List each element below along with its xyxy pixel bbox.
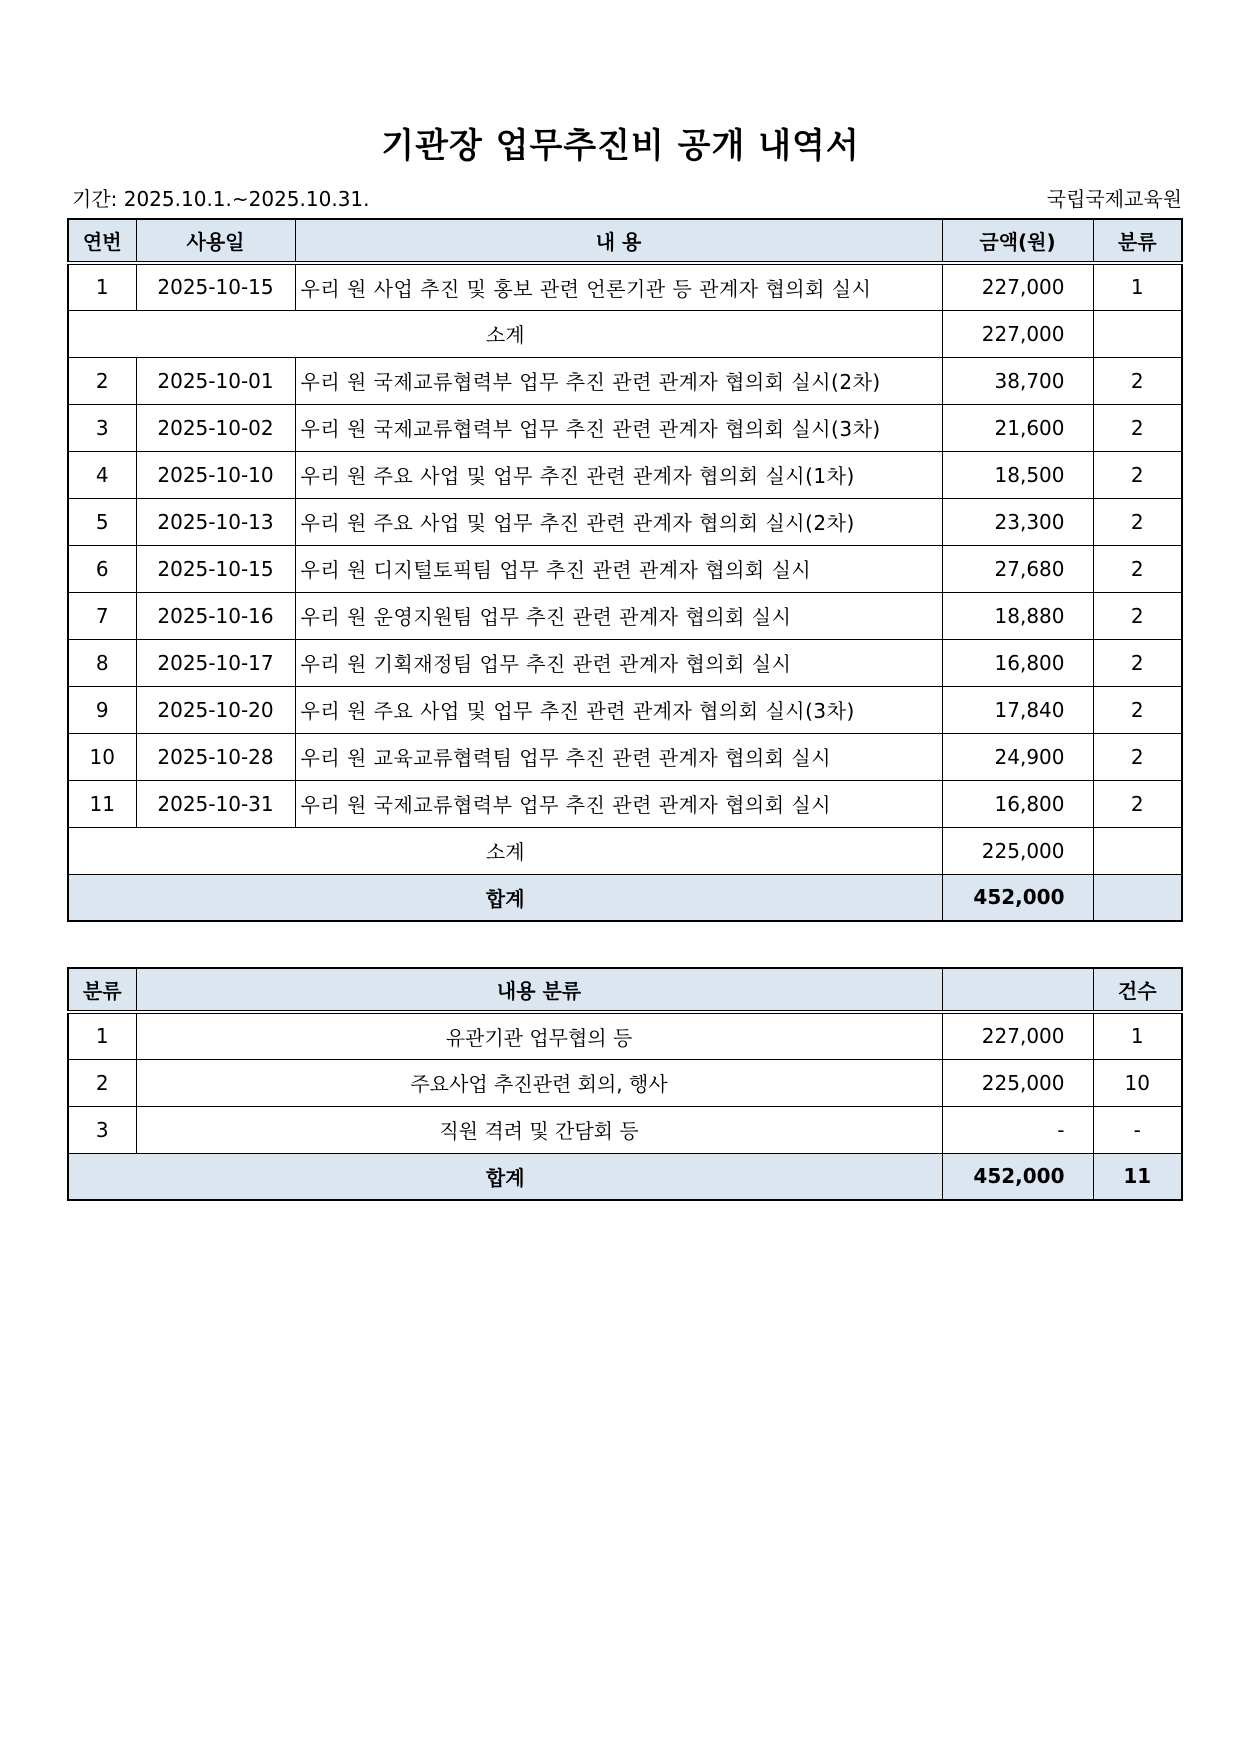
summary-header-description: 내용 분류: [136, 968, 942, 1012]
row-date: 2025-10-13: [136, 498, 295, 545]
summary-category: 2: [68, 1059, 136, 1106]
summary-total-count: 11: [1093, 1153, 1182, 1200]
row-number: 8: [68, 639, 136, 686]
summary-description: 직원 격려 및 간담회 등: [136, 1106, 942, 1153]
row-date: 2025-10-16: [136, 592, 295, 639]
summary-category: 3: [68, 1106, 136, 1153]
summary-header-row: [68, 968, 1182, 1012]
row-amount: 16,800: [942, 780, 1093, 827]
meta-row: [72, 183, 1182, 211]
expense-table: [67, 218, 1183, 922]
subtotal-amount: 225,000: [942, 827, 1093, 874]
summary-header-count: 건수: [1093, 968, 1182, 1012]
summary-row: [68, 1059, 1182, 1106]
row-date: 2025-10-31: [136, 780, 295, 827]
row-amount: 38,700: [942, 357, 1093, 404]
row-content: 우리 원 국제교류협력부 업무 추진 관련 관계자 협의회 실시(2차): [295, 357, 942, 404]
row-content: 우리 원 주요 사업 및 업무 추진 관련 관계자 협의회 실시(2차): [295, 498, 942, 545]
row-number: 1: [68, 263, 136, 310]
summary-count: 1: [1093, 1012, 1182, 1059]
summary-count: 10: [1093, 1059, 1182, 1106]
row-date: 2025-10-01: [136, 357, 295, 404]
row-number: 3: [68, 404, 136, 451]
table-row: [68, 592, 1182, 639]
summary-description: 주요사업 추진관련 회의, 행사: [136, 1059, 942, 1106]
row-category: 2: [1093, 357, 1182, 404]
table-row: [68, 263, 1182, 310]
header-content: 내 용: [295, 219, 942, 263]
row-content: 우리 원 국제교류협력부 업무 추진 관련 관계자 협의회 실시(3차): [295, 404, 942, 451]
row-content: 우리 원 주요 사업 및 업무 추진 관련 관계자 협의회 실시(3차): [295, 686, 942, 733]
table-row: [68, 404, 1182, 451]
row-amount: 24,900: [942, 733, 1093, 780]
subtotal-empty: [1093, 827, 1182, 874]
row-amount: 23,300: [942, 498, 1093, 545]
summary-description: 유관기관 업무협의 등: [136, 1012, 942, 1059]
row-content: 우리 원 기획재정팀 업무 추진 관련 관계자 협의회 실시: [295, 639, 942, 686]
header-amount: 금액(원): [942, 219, 1093, 263]
row-number: 7: [68, 592, 136, 639]
total-amount: 452,000: [942, 874, 1093, 921]
table-row: [68, 357, 1182, 404]
row-amount: 18,500: [942, 451, 1093, 498]
row-number: 9: [68, 686, 136, 733]
row-category: 2: [1093, 545, 1182, 592]
table-row: [68, 545, 1182, 592]
subtotal-row-2: [68, 827, 1182, 874]
row-content: 우리 원 운영지원팀 업무 추진 관련 관계자 협의회 실시: [295, 592, 942, 639]
header-category: 분류: [1093, 219, 1182, 263]
row-category: 2: [1093, 451, 1182, 498]
row-date: 2025-10-02: [136, 404, 295, 451]
row-content: 우리 원 국제교류협력부 업무 추진 관련 관계자 협의회 실시: [295, 780, 942, 827]
row-content: 우리 원 사업 추진 및 홍보 관련 언론기관 등 관계자 협의회 실시: [295, 263, 942, 310]
table-row: [68, 639, 1182, 686]
total-row: [68, 874, 1182, 921]
header-date: 사용일: [136, 219, 295, 263]
row-date: 2025-10-15: [136, 545, 295, 592]
row-content: 우리 원 주요 사업 및 업무 추진 관련 관계자 협의회 실시(1차): [295, 451, 942, 498]
expense-table-body: [68, 263, 1182, 921]
row-date: 2025-10-10: [136, 451, 295, 498]
row-category: 2: [1093, 686, 1182, 733]
summary-row: [68, 1106, 1182, 1153]
row-amount: 21,600: [942, 404, 1093, 451]
row-content: 우리 원 디지털토픽팀 업무 추진 관련 관계자 협의회 실시: [295, 545, 942, 592]
table-row: [68, 498, 1182, 545]
row-number: 6: [68, 545, 136, 592]
summary-header-amount: [942, 968, 1093, 1012]
summary-count: -: [1093, 1106, 1182, 1153]
table-row: [68, 686, 1182, 733]
subtotal-amount: 227,000: [942, 310, 1093, 357]
summary-table: [67, 967, 1183, 1201]
period-text: 기간: 2025.10.1.~2025.10.31.: [72, 187, 370, 211]
row-date: 2025-10-17: [136, 639, 295, 686]
row-amount: 27,680: [942, 545, 1093, 592]
summary-category: 1: [68, 1012, 136, 1059]
table-row: [68, 780, 1182, 827]
summary-total-row: [68, 1153, 1182, 1200]
subtotal-row-1: [68, 310, 1182, 357]
subtotal-label: 소계: [68, 310, 942, 357]
header-no: 연번: [68, 219, 136, 263]
table-header-row: [68, 219, 1182, 263]
summary-amount: 227,000: [942, 1012, 1093, 1059]
row-amount: 227,000: [942, 263, 1093, 310]
row-number: 11: [68, 780, 136, 827]
total-empty: [1093, 874, 1182, 921]
document-title: 기관장 업무추진비 공개 내역서: [381, 126, 860, 166]
subtotal-label: 소계: [68, 827, 942, 874]
summary-row: [68, 1012, 1182, 1059]
row-category: 1: [1093, 263, 1182, 310]
summary-header-category: 분류: [68, 968, 136, 1012]
row-content: 우리 원 교육교류협력팀 업무 추진 관련 관계자 협의회 실시: [295, 733, 942, 780]
row-category: 2: [1093, 404, 1182, 451]
row-date: 2025-10-28: [136, 733, 295, 780]
table-row: [68, 451, 1182, 498]
table-row: [68, 733, 1182, 780]
row-category: 2: [1093, 780, 1182, 827]
summary-table-body: [68, 1012, 1182, 1200]
subtotal-empty: [1093, 310, 1182, 357]
summary-amount: -: [942, 1106, 1093, 1153]
row-category: 2: [1093, 733, 1182, 780]
summary-amount: 225,000: [942, 1059, 1093, 1106]
row-amount: 17,840: [942, 686, 1093, 733]
row-category: 2: [1093, 592, 1182, 639]
row-amount: 16,800: [942, 639, 1093, 686]
row-category: 2: [1093, 639, 1182, 686]
summary-total-label: 합계: [68, 1153, 942, 1200]
row-date: 2025-10-20: [136, 686, 295, 733]
row-category: 2: [1093, 498, 1182, 545]
organization-name: 국립국제교육원: [1046, 187, 1182, 211]
row-number: 5: [68, 498, 136, 545]
row-number: 2: [68, 357, 136, 404]
row-number: 4: [68, 451, 136, 498]
summary-total-amount: 452,000: [942, 1153, 1093, 1200]
row-amount: 18,880: [942, 592, 1093, 639]
total-label: 합계: [68, 874, 942, 921]
row-date: 2025-10-15: [136, 263, 295, 310]
row-number: 10: [68, 733, 136, 780]
